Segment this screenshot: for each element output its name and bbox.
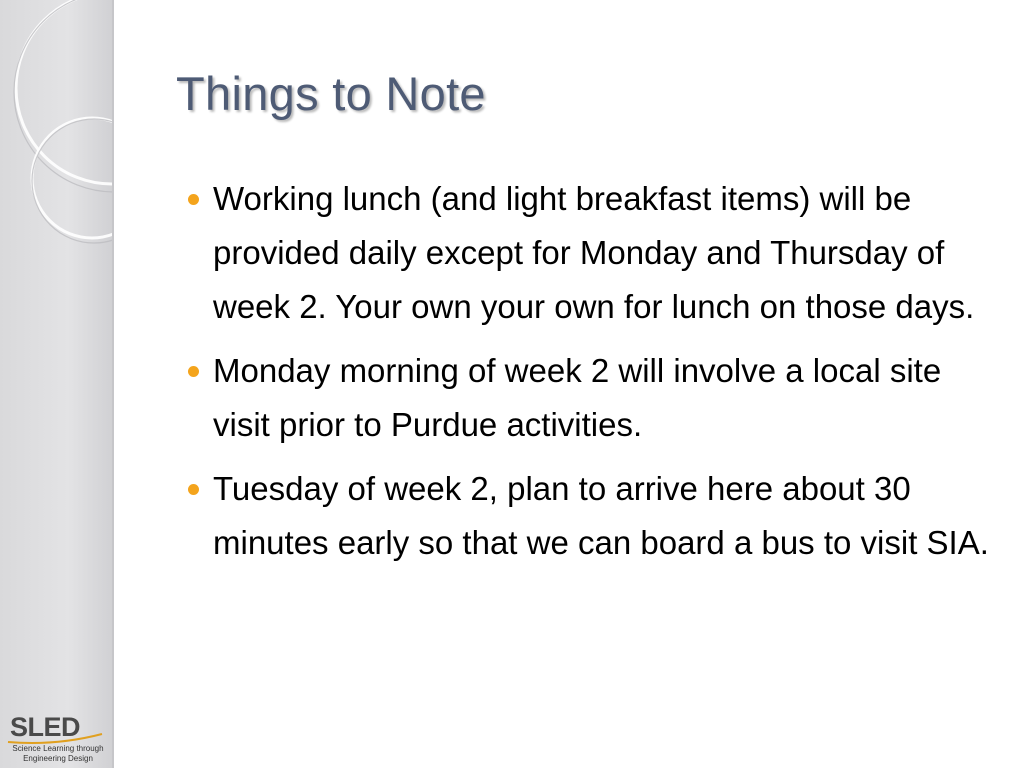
bullet-item	[185, 172, 995, 334]
bullet-text: Tuesday of week 2, plan to arrive here about 30 minutes early so that we can board a bus to visit SIA.	[213, 470, 989, 561]
logo-tagline-line1: Science Learning through	[12, 744, 104, 753]
sled-logo	[6, 712, 110, 764]
bullet-list	[185, 172, 995, 580]
decorative-circles	[0, 0, 114, 768]
sidebar-decoration	[0, 0, 114, 768]
bullet-dot-icon	[188, 366, 199, 377]
bullet-dot-icon	[188, 484, 199, 495]
bullet-text: Monday morning of week 2 will involve a local site visit prior to Purdue activities.	[213, 352, 942, 443]
bullet-item	[185, 462, 995, 570]
bullet-text: Working lunch (and light breakfast items) will be provided daily except for Monday and Thursday of week 2. Your own your own for lunch on those days.	[213, 180, 975, 325]
sidebar-edge	[112, 0, 114, 768]
logo-wordmark: SLED	[10, 712, 81, 742]
bullet-dot-icon	[188, 194, 199, 205]
logo-tagline-line2: Engineering Design	[23, 754, 93, 763]
slide-title: Things to Note	[176, 67, 486, 120]
bullet-item	[185, 344, 995, 452]
